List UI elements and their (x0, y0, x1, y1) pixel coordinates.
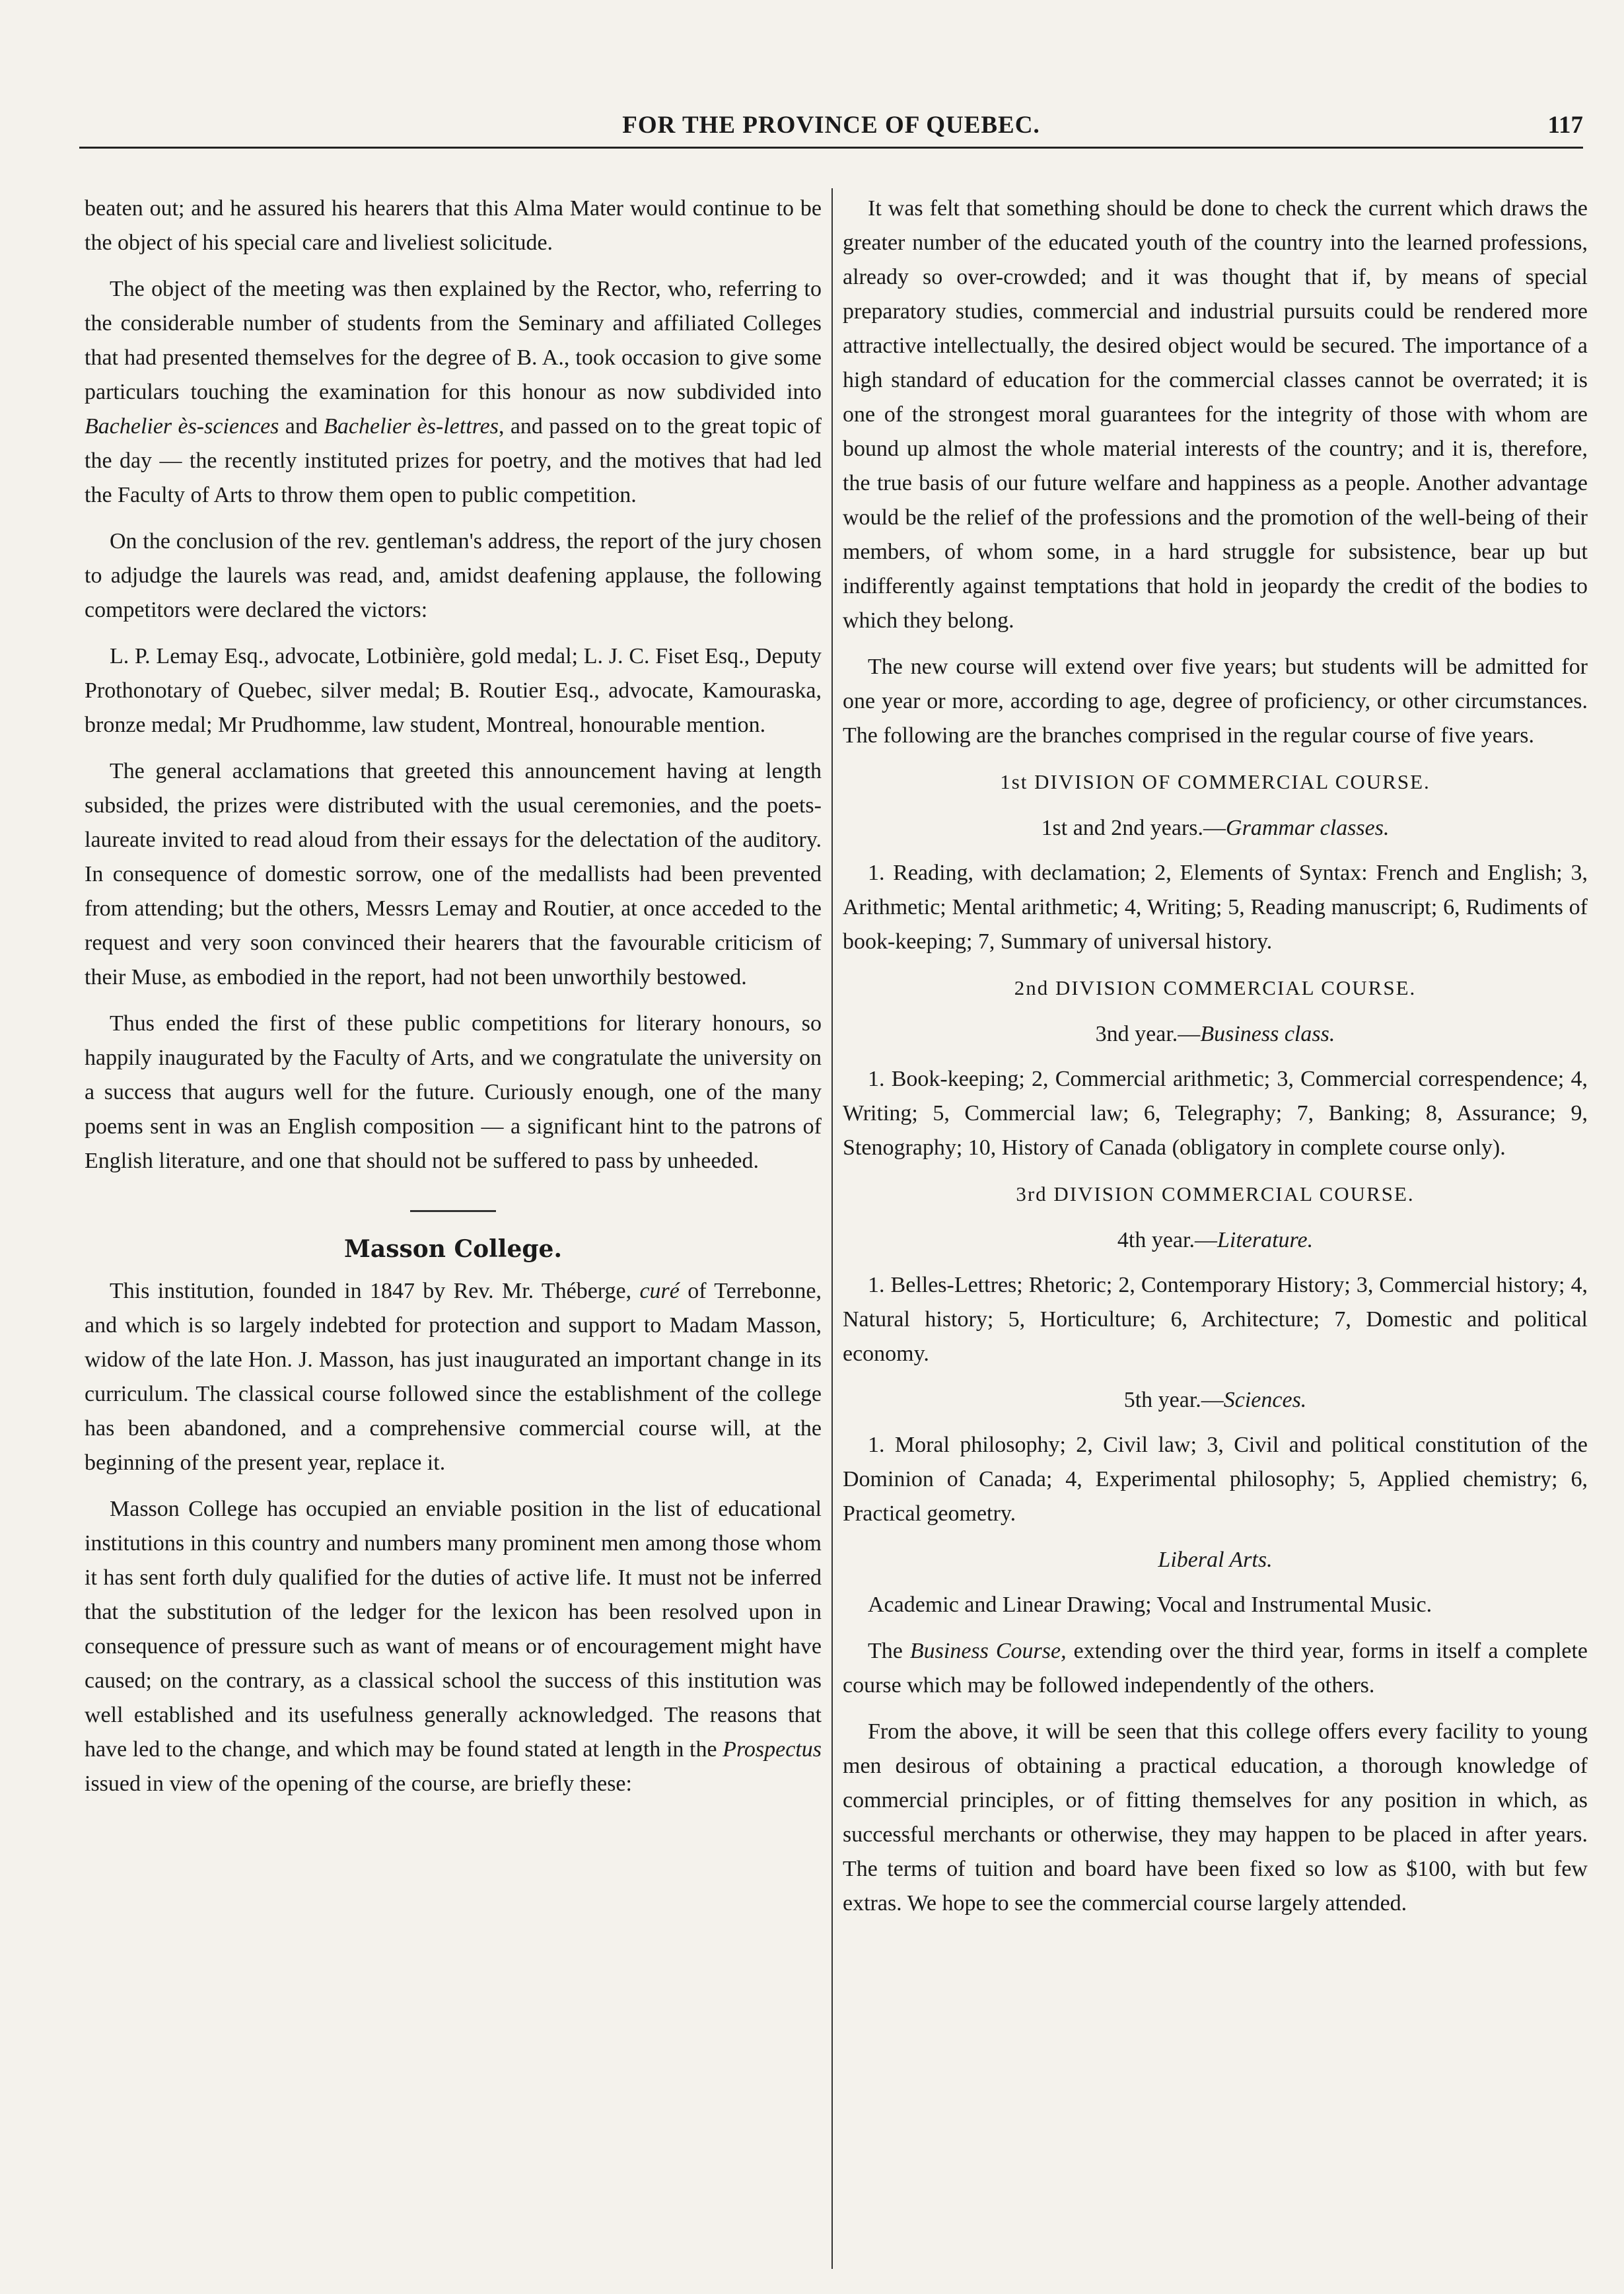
header-rule (79, 147, 1583, 149)
paragraph: beaten out; and he assured his hearers that this Alma Mater would continue to be the object of his special care and liveliest solicitude. (85, 196, 822, 255)
column-divider (831, 188, 833, 2269)
paragraph: The general acclamations that greeted this announcement having at length subsided, the prizes were distributed with the usual ceremonies, and the poets-laureate invited to read aloud from their essays for the delectation of the auditory. In consequence of domestic sorrow, one of the medallists had been prevented from attending; but the others, Messrs Lemay and Routier, at once acceded to the request and very soon convinced their hearers that the favourable criticism of their Muse, as embodied in the report, had not been unworthily bestowed. (85, 759, 822, 989)
section-title: Masson College. (344, 1235, 562, 1263)
paragraph: Academic and Linear Drawing; Vocal and Instrumental Music. (868, 1593, 1432, 1617)
paragraph: Masson College has occupied an enviable position in the list of educational institutions in this country and numbers many prominent men among those whom it has sent forth duly qualified for the duties of active life. It must not be inferred that the substitution of the ledger for the lexicon has been resolved upon in consequence of pressure such as want of means or of encouragement might have caused; on the contrary, as a classical school the success of this institution was well established and its usefulness generally acknowledged. The reasons that have led to the change, and which may be found stated at length in the Prospectus issued in view of the opening of the course, are briefly these: (85, 1497, 822, 1796)
division-heading: 2nd DIVISION COMMERCIAL COURSE. (1014, 976, 1417, 999)
paragraph: 1. Belles-Lettres; Rhetoric; 2, Contemporary History; 3, Commercial history; 4, Natural history; 5, Horticulture; 6, Architecture; 7, Domestic and political economy. (843, 1273, 1588, 1366)
right-column (843, 192, 1588, 2266)
division-heading: 1st DIVISION OF COMMERCIAL COURSE. (1000, 770, 1430, 793)
paragraph: The new course will extend over five years; but students will be admitted for one year or more, according to age, degree of proficiency, or other circumstances. The following are the branches comprised in the regular course of five years. (843, 655, 1588, 748)
liberal-arts-heading: Liberal Arts. (1158, 1548, 1273, 1572)
year-heading: 5th year.—Sciences. (1123, 1388, 1307, 1412)
page-header (79, 111, 1583, 145)
section-rule (410, 1210, 496, 1212)
paragraph: L. P. Lemay Esq., advocate, Lotbinière, gold medal; L. J. C. Fiset Esq., Deputy Prothonotary of Quebec, silver medal; B. Routier Esq., advocate, Kamouraska, bronze medal; Mr Prudhomme, law student, Montreal, honourable mention. (85, 644, 822, 737)
paragraph: The Business Course, extending over the third year, forms in itself a complete course which may be followed independently of the others. (843, 1639, 1588, 1698)
division-heading: 3rd DIVISION COMMERCIAL COURSE. (1016, 1182, 1415, 1205)
paragraph: 1. Book-keeping; 2, Commercial arithmetic; 3, Commercial correspendence; 4, Writing; 5, Commercial law; 6, Telegraphy; 7, Banking; 8, Assurance; 9, Stenography; 10, History of Canada (obligatory in complete course only). (843, 1067, 1588, 1160)
paragraph: 1. Moral philosophy; 2, Civil law; 3, Civil and political constitution of the Dominion of Canada; 4, Experimental philosophy; 5, Applied chemistry; 6, Practical geometry. (843, 1433, 1588, 1526)
paragraph: From the above, it will be seen that this college offers every facility to young men desirous of obtaining a practical education, a thorough knowledge of commercial principles, or of fitting themselves for any position in which, as successful merchants or otherwise, they may happen to be placed in after years. The terms of tuition and board have been fixed so low as $100, with but few extras. We hope to see the commercial course largely attended. (843, 1719, 1588, 1916)
year-heading: 1st and 2nd years.—Grammar classes. (1041, 816, 1390, 840)
paragraph: Thus ended the first of these public competitions for literary honours, so happily inaugurated by the Faculty of Arts, and we congratulate the university on a success that augurs well for the future. Curiously enough, one of the many poems sent in was an English composition — a significant hint to the patrons of English literature, and one that should not be suffered to pass by unheeded. (85, 1011, 822, 1173)
year-heading: 4th year.—Literature. (1117, 1228, 1314, 1252)
paragraph: 1. Reading, with declamation; 2, Elements of Syntax: French and English; 3, Arithmetic; Mental arithmetic; 4, Writing; 5, Reading manuscript; 6, Rudiments of book-keeping; 7, Summary of universal history. (843, 861, 1588, 954)
running-title: FOR THE PROVINCE OF QUEBEC. (622, 112, 1040, 139)
paragraph: This institution, founded in 1847 by Rev. Mr. Théberge, curé of Terrebonne, and which is so largely indebted for protection and support to Madam Masson, widow of the late Hon. J. Masson, has just inaugurated an important change in its curriculum. The classical course followed since the establishment of the college has been abandoned, and a comprehensive commercial course will, at the beginning of the present year, replace it. (85, 1279, 822, 1475)
year-heading: 3nd year.—Business class. (1095, 1022, 1335, 1046)
paragraph: The object of the meeting was then explained by the Rector, who, referring to the considerable number of students from the Seminary and affiliated Colleges that had presented themselves for the degree of B. A., took occasion to give some particulars touching the examination for this honour as now subdivided into Bachelier ès-sciences and Bachelier ès-lettres, and passed on to the great topic of the day — the recently instituted prizes for poetry, and the motives that had led the Faculty of Arts to throw them open to public competition. (85, 277, 822, 507)
paragraph: On the conclusion of the rev. gentleman's address, the report of the jury chosen to adjudge the laurels was read, and, amidst deafening applause, the following competitors were declared the victors: (85, 529, 822, 622)
left-column (85, 192, 822, 2266)
page-number: 117 (1547, 112, 1583, 139)
paragraph: It was felt that something should be done to check the current which draws the greater number of the educated youth of the country into the learned professions, already so over-crowded; and it was thought that if, by means of special preparatory studies, commercial and industrial pursuits could be rendered more attractive intellectually, the desired object would be secured. The importance of a high standard of education for the commercial classes cannot be overrated; it is one of the strongest moral guarantees for the integrity of those with whom are bound up almost the whole material interests of the country; and it is, therefore, the true basis of our future welfare and happiness as a people. Another advantage would be the relief of the professions and the promotion of the well-being of their members, of whom some, in a hard struggle for subsistence, bear up but indifferently against temptations that hold in jeopardy the credit of the bodies to which they belong. (843, 196, 1588, 633)
